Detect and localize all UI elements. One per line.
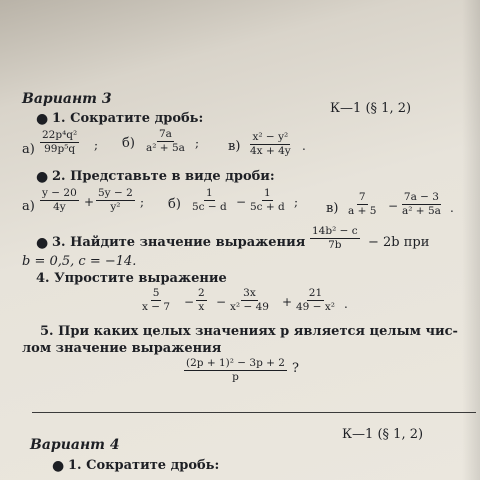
task2-a1-numerator: y − 20 <box>40 188 79 201</box>
task2-sep-1: ; <box>140 195 145 209</box>
task4-f3-fraction <box>228 288 271 313</box>
task2-b1-fraction <box>190 188 229 213</box>
page-edge-shadow <box>462 0 480 480</box>
task5-question-mark: ? <box>292 361 299 376</box>
task1-sep-2: ; <box>195 136 200 150</box>
task2-a1-fraction <box>40 188 79 213</box>
task4-minus-1: − <box>184 295 195 309</box>
bullet-icon: ● <box>52 458 65 474</box>
task2-label: 2. Представьте в виде дроби: <box>52 169 275 184</box>
task1-v-fraction <box>248 132 293 157</box>
task1-a-fraction <box>40 130 79 155</box>
task2-a2-fraction <box>96 188 135 213</box>
task1-label: 1. Сократите дробь: <box>52 111 204 126</box>
task2-minus-2: − <box>388 199 399 213</box>
task4-plus: + <box>282 295 293 309</box>
section-divider <box>32 412 476 413</box>
task3-condition: b = 0,5, c = −14. <box>22 254 137 269</box>
task2-v1-denominator: a + 5 <box>348 205 377 218</box>
task2-sep-2: ; <box>294 195 299 209</box>
task5-numerator: (2p + 1)² − 3p + 2 <box>184 358 287 371</box>
task2-b2-fraction <box>248 188 287 213</box>
task5-line2: лом значение выражения <box>22 341 222 356</box>
task4-f2-numerator: 2 <box>196 288 207 301</box>
variant4-title: Вариант 4 <box>30 437 120 453</box>
task2-plus: + <box>84 195 95 209</box>
task2-end: . <box>450 201 454 215</box>
task2-v1-numerator: 7 <box>357 192 368 205</box>
task2-a-label: а) <box>22 199 35 214</box>
task3-denominator: 7b <box>328 239 342 252</box>
task1-a-numerator: 22p⁴q² <box>40 130 79 143</box>
task4-f3-denominator: x² − 49 <box>230 301 269 314</box>
task3-tail: − 2b при <box>368 235 430 250</box>
task4-f1-numerator: 5 <box>151 288 162 301</box>
task1-v-numerator: x² − y² <box>250 132 290 145</box>
variant4-task1-label: 1. Сократите дробь: <box>68 458 220 473</box>
bullet-icon: ● <box>36 169 49 185</box>
task1-a-label: а) <box>22 142 35 157</box>
task1-b-fraction <box>144 129 187 154</box>
task5-denominator: p <box>232 371 239 384</box>
task4-f1-denominator: x − 7 <box>142 301 171 314</box>
task1-v-label: в) <box>228 139 241 154</box>
task4-f4-numerator: 21 <box>307 288 324 301</box>
task1-a-denominator: 99p⁵q <box>44 143 76 156</box>
task1-b-numerator: 7a <box>157 129 174 142</box>
task2-a1-denominator: 4y <box>53 201 66 214</box>
task2-v1-fraction <box>346 192 378 217</box>
task2-b-label: б) <box>168 197 181 212</box>
task4-label: 4. Упростите выражение <box>36 271 227 286</box>
variant3-code: К—1 (§ 1, 2) <box>330 101 412 116</box>
task2-v2-numerator: 7a − 3 <box>402 192 441 205</box>
variant4-code: К—1 (§ 1, 2) <box>342 427 424 442</box>
task2-v2-denominator: a² + 5a <box>402 205 441 218</box>
task3-label: 3. Найдите значение выражения <box>52 235 306 250</box>
task4-f2-fraction <box>196 288 207 313</box>
task2-b2-denominator: 5c + d <box>250 201 285 214</box>
bullet-icon: ● <box>36 111 49 127</box>
task2-a2-denominator: y² <box>110 201 121 214</box>
variant3-title: Вариант 3 <box>22 91 112 107</box>
task2-minus: − <box>236 195 247 209</box>
task1-end: . <box>302 139 306 153</box>
task4-f1-fraction <box>140 288 172 313</box>
bullet-icon: ● <box>36 235 49 251</box>
task2-v-label: в) <box>326 201 339 216</box>
task1-v-denominator: 4x + 4y <box>250 145 291 158</box>
task1-sep-1: ; <box>94 138 99 152</box>
task4-end: . <box>344 297 348 311</box>
task3-fraction <box>310 226 360 251</box>
task1-b-label: б) <box>122 136 135 151</box>
task4-f2-denominator: x <box>198 301 205 314</box>
task2-b1-numerator: 1 <box>204 188 215 201</box>
task4-minus-2: − <box>216 295 227 309</box>
task2-b2-numerator: 1 <box>262 188 273 201</box>
task4-f4-fraction <box>294 288 337 313</box>
task3-numerator: 14b² − c <box>310 226 360 239</box>
task5-line1: 5. При каких целых значениях p является целым чис- <box>40 324 458 339</box>
task1-b-denominator: a² + 5a <box>146 142 185 155</box>
task2-a2-numerator: 5y − 2 <box>96 188 135 201</box>
task5-fraction <box>184 358 287 383</box>
task4-f4-denominator: 49 − x² <box>296 301 335 314</box>
task2-b1-denominator: 5c − d <box>192 201 227 214</box>
task4-f3-numerator: 3x <box>241 288 258 301</box>
task2-v2-fraction <box>400 192 443 217</box>
